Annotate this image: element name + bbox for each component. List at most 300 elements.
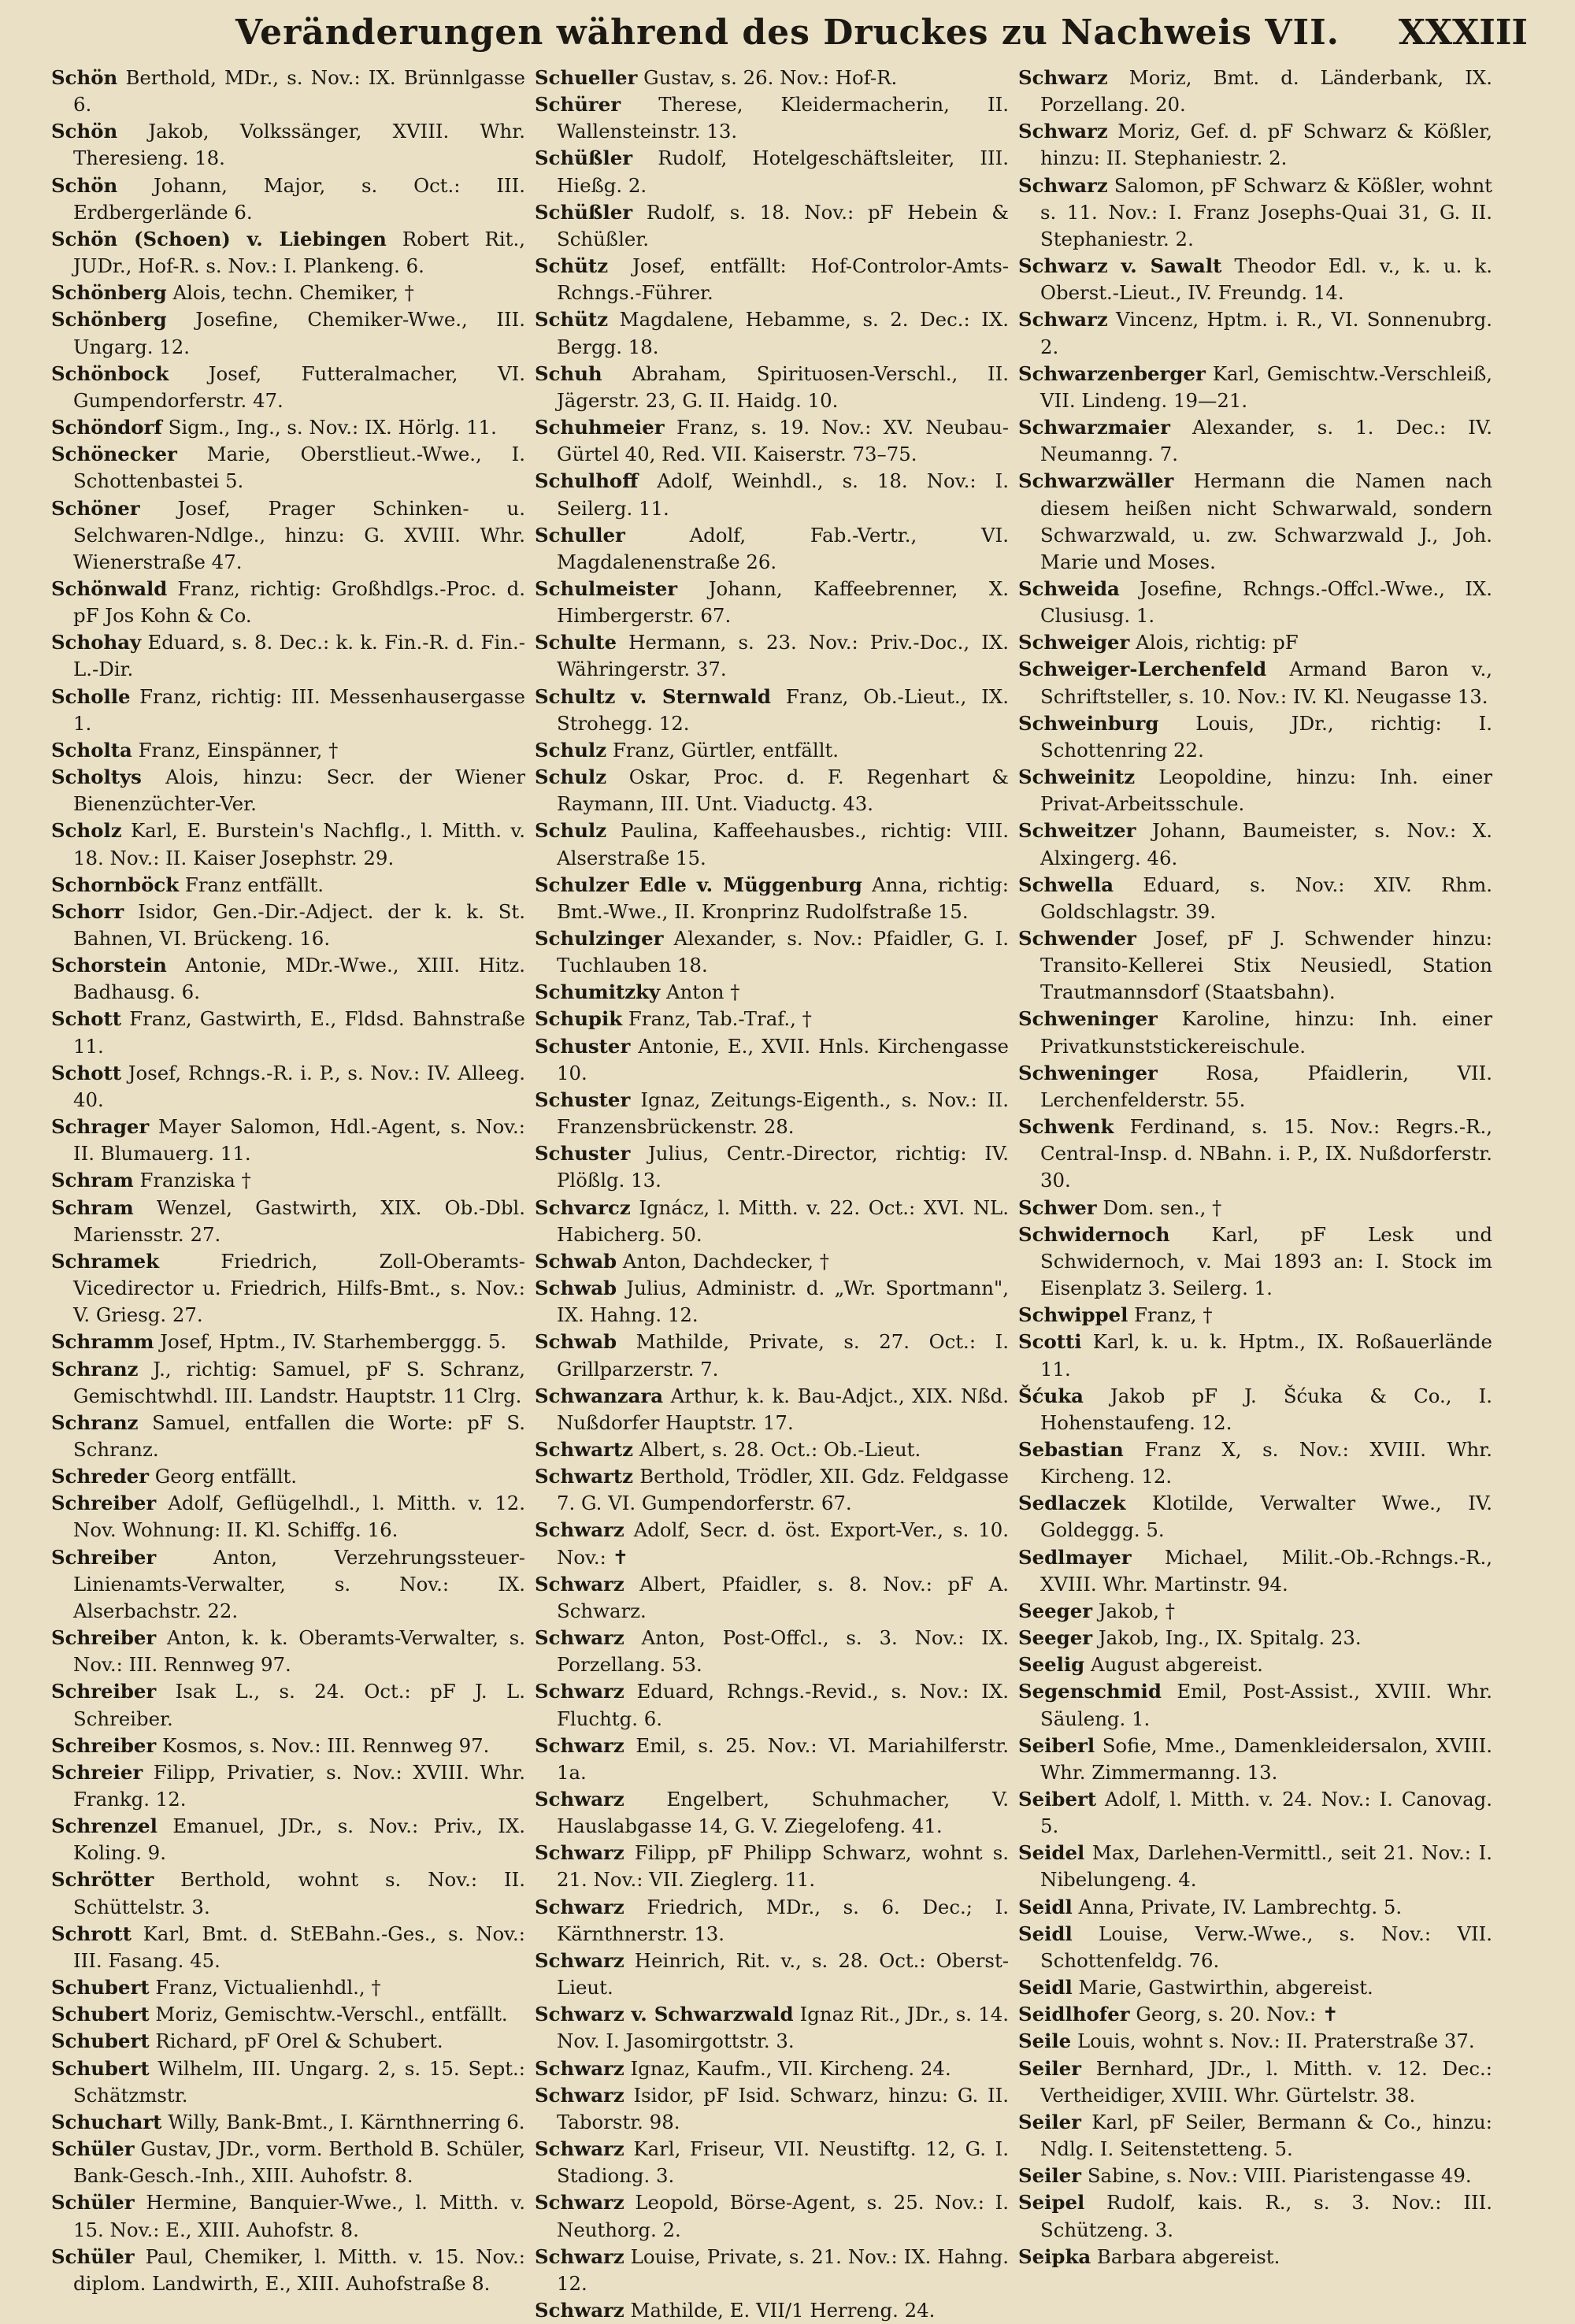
entry-details: Moriz, Bmt. d. Länderbank, IX. Porzellang. 20. — [1040, 66, 1492, 117]
entry-surname: Schwarz — [1018, 308, 1108, 332]
entry-surname: Schwarz — [535, 1572, 624, 1596]
entry-details: Louis, JDr., richtig: I. Schottenring 22. — [1040, 711, 1492, 762]
entry-details: Filipp, Privatier, s. Nov.: XVIII. Whr. Frankg. 12. — [73, 1760, 525, 1811]
entry-details: Theodor Edl. v., k. u. k. Oberst.-Lieut., IV. Freundg. 14. — [1040, 254, 1492, 305]
entry-surname: Schwenk — [1018, 1115, 1114, 1139]
directory-entry — [51, 872, 525, 899]
entry-surname: Schreiber — [51, 1626, 157, 1650]
directory-entry — [51, 2244, 525, 2297]
entry-details: Johann, Baumeister, s. Nov.: X. Alxingerg. 46. — [1040, 819, 1492, 869]
directory-entry — [51, 1759, 525, 1813]
directory-entry — [535, 522, 1009, 576]
entry-details: Hermann, s. 23. Nov.: Priv.-Doc., IX. Währingerstr. 37. — [557, 631, 1009, 681]
entry-details: Albert, s. 28. Oct.: Ob.-Lieut. — [639, 1437, 921, 1461]
entry-details: Adolf, Geflügelhdl., l. Mitth. v. 12. Nov. Wohnung: II. Kl. Schiffg. 16. — [73, 1492, 525, 1542]
entry-details: Eduard, Rchngs.-Revid., s. Nov.: IX. Fluchtg. 6. — [557, 1680, 1009, 1730]
directory-entry — [535, 1894, 1009, 1948]
directory-entry — [51, 306, 525, 360]
entry-surname: Schwarzenberger — [1018, 361, 1206, 385]
directory-entry — [1018, 629, 1492, 656]
directory-entry — [51, 684, 525, 737]
entry-details: Franz, Victualienhdl., † — [155, 1976, 381, 2000]
entry-surname: Schwartz — [535, 1465, 633, 1488]
entry-details: Magdalene, Hebamme, s. 2. Dec.: IX. Bergg. 18. — [557, 308, 1009, 358]
entry-surname: Schwarz — [1018, 173, 1108, 197]
entry-surname: Schönbock — [51, 361, 169, 385]
directory-entry — [51, 226, 525, 280]
entry-surname: Sedlmayer — [1018, 1545, 1132, 1569]
entry-details: Franz, richtig: Großhdlgs.-Proc. d. pF Jos Kohn & Co. — [73, 576, 525, 628]
entry-details: Salomon, pF Schwarz & Kößler, wohnt s. 11. Nov.: I. Franz Josephs-Quai 31, G. II. Stephaniestr. 2. — [1040, 173, 1492, 250]
entry-details: Friedrich, MDr., s. 6. Dec.; I. Kärnthnerstr. 13. — [557, 1895, 1009, 1945]
directory-entry — [51, 2109, 525, 2136]
entry-surname: Schrötter — [51, 1868, 154, 1892]
directory-entry — [51, 280, 525, 306]
entry-details: Karl, pF Seiler, Bermann & Co., hinzu: Ndlg. I. Seitenstetteng. 5. — [1040, 2110, 1492, 2161]
directory-entry — [535, 2136, 1009, 2189]
entry-details: Oskar, Proc. d. F. Regenhart & Raymann, III. Unt. Viaductg. 43. — [557, 765, 1009, 816]
entry-details: Rudolf, s. 18. Nov.: pF Hebein & Schüßler. — [557, 200, 1009, 250]
entry-details: Franz, Tab.-Traf., † — [628, 1007, 812, 1031]
directory-entry — [51, 629, 525, 683]
directory-entry — [535, 2297, 1009, 2324]
entry-details: Berthold, MDr., s. Nov.: IX. Brünnlgasse 6. — [73, 66, 525, 117]
entry-surname: Schön (Schoen) v. Liebingen — [51, 227, 387, 250]
entry-details: J., richtig: Samuel, pF S. Schranz, Gemischtwhdl. III. Landstr. Hauptstr. 11 Clrg. — [73, 1357, 525, 1407]
entry-surname: Schwender — [1018, 927, 1136, 950]
directory-entry — [1018, 1436, 1492, 1490]
entry-surname: Schuster — [535, 1088, 631, 1111]
entry-surname: Schwarz — [1018, 120, 1108, 143]
directory-entry — [1018, 468, 1492, 576]
entry-surname: Schrager — [51, 1115, 150, 1139]
entry-surname: Schwarz — [535, 2137, 624, 2161]
directory-entry — [1018, 817, 1492, 871]
entry-details: Sabine, s. Nov.: VIII. Piaristengasse 49. — [1087, 2164, 1472, 2188]
entry-details: Gustav, JDr., vorm. Berthold B. Schüler, Bank-Gesch.-Inh., XIII. Auhofstr. 8. — [73, 2137, 525, 2188]
entry-surname: Schubert — [51, 2029, 150, 2053]
directory-entry — [535, 2244, 1009, 2297]
directory-entry — [1018, 2109, 1492, 2163]
entry-surname: Schwarz — [1018, 66, 1108, 89]
entry-surname: Schönberg — [51, 308, 167, 332]
entry-details: Alois, hinzu: Secr. der Wiener Bienenzüchter-Ver. — [73, 765, 525, 816]
entry-surname: Seiberl — [1018, 1733, 1095, 1757]
entry-details: Jakob pF J. Šćuka & Co., I. Hohenstaufeng. 12. — [1040, 1384, 1492, 1434]
entry-details: Karl, E. Burstein's Nachflg., l. Mitth. v. 18. Nov.: II. Kaiser Josephstr. 29. — [73, 819, 526, 869]
entry-surname: Schweiger — [1018, 631, 1130, 654]
entry-details: Marie, Gastwirthin, abgereist. — [1078, 1976, 1373, 2000]
directory-entry — [51, 576, 525, 629]
entry-surname: Seiler — [1018, 2110, 1082, 2133]
directory-entry — [1018, 172, 1492, 253]
entry-surname: Schulzinger — [535, 927, 664, 950]
entry-details: Wenzel, Gastwirth, XIX. Ob.-Dbl. Mariensstr. 27. — [73, 1195, 525, 1246]
entry-details: Alois, richtig: pF — [1136, 631, 1299, 654]
entry-surname: Schreiber — [51, 1680, 157, 1703]
entry-details: Louis, wohnt s. Nov.: II. Praterstraße 37. — [1077, 2029, 1475, 2053]
directory-entry — [535, 979, 1009, 1006]
directory-entry — [535, 361, 1009, 414]
entry-details: Arthur, k. k. Bau-Adjct., XIX. Nßd. Nußdorfer Hauptstr. 17. — [557, 1384, 1009, 1434]
entry-surname: Schwarz — [535, 2083, 624, 2107]
entry-surname: Schüler — [51, 2137, 135, 2161]
entry-surname: Schubert — [51, 1976, 150, 2000]
directory-entry — [535, 2001, 1009, 2055]
entry-surname: Seibert — [1018, 1788, 1097, 1811]
directory-entry — [51, 1490, 525, 1544]
entry-details: Anton, Post-Offcl., s. 3. Nov.: IX. Porzellang. 53. — [557, 1626, 1009, 1677]
entry-details: Isidor, Gen.-Dir.-Adject. der k. k. St. Bahnen, VI. Brückeng. 16. — [73, 899, 525, 950]
entry-details: Alois, techn. Chemiker, † — [172, 281, 414, 305]
entry-surname: Schulte — [535, 631, 617, 654]
entry-surname: Schwer — [1018, 1195, 1097, 1219]
directory-entry — [51, 1329, 525, 1355]
entry-details: Anton, Dachdecker, † — [622, 1249, 829, 1273]
entry-surname: Schrott — [51, 1922, 132, 1945]
entry-details: Franz, Gürtler, entfällt. — [612, 738, 839, 762]
entry-surname: Schwarzwäller — [1018, 469, 1174, 493]
entry-details: Georg entfällt. — [154, 1465, 298, 1488]
entry-details: Anna, richtig: Bmt.-Wwe., II. Kronprinz Rudolfstraße 15. — [557, 873, 1009, 923]
entry-details: Karl, pF Lesk und Schwidernoch, v. Mai 1893 an: I. Stock im Eisenplatz 3. Seilerg. 1. — [1040, 1222, 1492, 1300]
entry-details: Albert, Pfaidler, s. 8. Nov.: pF A. Schwarz. — [557, 1572, 1009, 1622]
directory-entry — [535, 684, 1009, 737]
directory-entry — [1018, 1598, 1492, 1625]
directory-entry — [535, 1006, 1009, 1032]
directory-entry — [1018, 1921, 1492, 1974]
entry-surname: Seile — [1018, 2029, 1072, 2053]
entry-details: Isak L., s. 24. Oct.: pF J. L. Schreiber. — [73, 1680, 525, 1730]
entry-details: Johann, Major, s. Oct.: III. Erdbergerlände 6. — [73, 173, 525, 224]
entry-surname: Schulmeister — [535, 576, 678, 600]
directory-entry — [535, 1383, 1009, 1436]
entry-surname: Šćuka — [1018, 1384, 1084, 1407]
entry-details: Barbara abgereist. — [1096, 2244, 1280, 2268]
entry-details: Ferdinand, s. 15. Nov.: Regrs.-R., Central-Insp. d. NBahn. i. P., IX. Nußdorferstr. 30. — [1040, 1115, 1492, 1192]
directory-entry — [1018, 1114, 1492, 1194]
directory-entry — [51, 1463, 525, 1490]
entry-details: Emanuel, JDr., s. Nov.: Priv., IX. Koling. 9. — [73, 1814, 525, 1865]
entry-surname: Schwab — [535, 1277, 617, 1300]
entry-surname: Schütz — [535, 254, 609, 278]
entry-details: Adolf, l. Mitth. v. 24. Nov.: I. Canovag. 5. — [1040, 1788, 1492, 1838]
entry-surname: Schön — [51, 120, 118, 143]
entry-surname: Schöndorf — [51, 416, 162, 439]
entry-details: Josefine, Chemiker-Wwe., III. Ungarg. 12. — [73, 308, 525, 358]
entry-details: Marie, Oberstlieut.-Wwe., I. Schottenbastei 5. — [73, 443, 525, 493]
entry-surname: Segenschmid — [1018, 1680, 1162, 1703]
entry-surname: Seidel — [1018, 1841, 1085, 1865]
columns — [51, 65, 1492, 2322]
entry-surname: Schwarz — [535, 2244, 624, 2268]
entry-surname: Schürer — [535, 93, 621, 117]
entry-surname: Schüßler — [535, 146, 633, 170]
directory-entry — [51, 65, 525, 118]
entry-surname: Seidl — [1018, 1895, 1073, 1918]
entry-details: Jakob, Volkssänger, XVIII. Whr. Theresieng. 18. — [73, 120, 525, 170]
entry-details: Franz, Ob.-Lieut., IX. Strohegg. 12. — [557, 684, 1010, 735]
entry-surname: Schorr — [51, 899, 124, 923]
entry-surname: Schuh — [535, 361, 602, 385]
entry-details: Gustav, s. 26. Nov.: Hof-R. — [643, 66, 898, 89]
entry-surname: Schott — [51, 1007, 121, 1031]
entry-surname: Seipel — [1018, 2191, 1085, 2215]
directory-entry — [535, 306, 1009, 360]
entry-details: Adolf, Weinhdl., s. 18. Nov.: I. Seilerg. 11. — [557, 469, 1009, 520]
entry-surname: Sebastian — [1018, 1437, 1124, 1461]
entry-details: Louise, Private, s. 21. Nov.: IX. Hahng. 12. — [557, 2244, 1009, 2295]
entry-surname: Schweninger — [1018, 1007, 1158, 1031]
entry-details: Adolf, Secr. d. öst. Export-Ver., s. 10. Nov.: ✝ — [557, 1518, 1009, 1569]
directory-entry — [535, 925, 1009, 979]
directory-entry — [1018, 2244, 1492, 2270]
directory-entry — [1018, 1302, 1492, 1329]
directory-entry — [51, 1006, 525, 1059]
entry-surname: Schweninger — [1018, 1061, 1158, 1084]
entry-surname: Schuster — [535, 1034, 631, 1058]
directory-entry — [51, 1248, 525, 1329]
entry-surname: Schreier — [51, 1760, 143, 1784]
directory-entry — [535, 1786, 1009, 1840]
directory-entry — [1018, 1894, 1492, 1921]
directory-entry — [1018, 1733, 1492, 1786]
entry-surname: Schornböck — [51, 873, 180, 896]
entry-surname: Schranz — [51, 1410, 139, 1434]
directory-entry — [51, 1195, 525, 1248]
entry-surname: Schüler — [51, 2244, 135, 2268]
entry-details: Anton, k. k. Oberamts-Verwalter, s. Nov.: III. Rennweg 97. — [73, 1626, 525, 1677]
directory-entry — [1018, 1974, 1492, 2001]
entry-surname: Schweitzer — [1018, 819, 1136, 843]
directory-entry — [51, 1410, 525, 1463]
entry-surname: Schwella — [1018, 873, 1114, 896]
directory-entry — [51, 2001, 525, 2028]
entry-surname: Seeger — [1018, 1599, 1093, 1622]
directory-entry — [51, 361, 525, 414]
entry-surname: Schwanzara — [535, 1384, 664, 1407]
entry-details: Johann, Kaffeebrenner, X. Himbergerstr. 67. — [557, 576, 1009, 628]
entry-surname: Schwartz — [535, 1437, 633, 1461]
entry-details: Hermine, Banquier-Wwe., l. Mitth. v. 15. Nov.: E., XIII. Auhofstr. 8. — [73, 2191, 525, 2241]
entry-surname: Schramm — [51, 1330, 154, 1354]
entry-surname: Schwarz — [535, 1518, 624, 1542]
entry-details: Leopold, Börse-Agent, s. 25. Nov.: I. Neuthorg. 2. — [557, 2191, 1009, 2241]
entry-surname: Schwab — [535, 1249, 617, 1273]
entry-details: Ignácz, l. Mitth. v. 22. Oct.: XVI. NL. Habicherg. 50. — [557, 1195, 1009, 1246]
directory-entry — [1018, 306, 1492, 360]
entry-details: Ignaz, Zeitungs-Eigenth., s. Nov.: II. Franzensbrückenstr. 28. — [557, 1088, 1009, 1139]
entry-surname: Schumitzky — [535, 980, 661, 1004]
directory-entry — [1018, 656, 1492, 710]
entry-details: Franziska † — [139, 1169, 251, 1192]
entry-surname: Seidl — [1018, 1922, 1073, 1945]
page-number: XXXIII — [1398, 13, 1528, 53]
directory-entry — [1018, 710, 1492, 764]
entry-details: Ignaz Rit., JDr., s. 14. Nov. I. Jasomirgottstr. 3. — [557, 2003, 1009, 2053]
entry-details: Louise, Verw.-Wwe., s. Nov.: VII. Schottenfeldg. 76. — [1040, 1922, 1492, 1972]
entry-details: Karl, Gemischtw.-Verschleiß, VII. Lindeng. 19—21. — [1040, 361, 1492, 412]
directory-entry — [1018, 872, 1492, 925]
entry-surname: Schwippel — [1018, 1303, 1128, 1327]
directory-entry — [1018, 1786, 1492, 1840]
directory-entry — [1018, 2028, 1492, 2055]
directory-entry — [535, 1329, 1009, 1382]
entry-surname: Schrenzel — [51, 1814, 158, 1838]
directory-entry — [1018, 1383, 1492, 1436]
entry-details: Abraham, Spirituosen-Verschl., II. Jägerstr. 23, G. II. Haidg. 10. — [557, 361, 1009, 412]
entry-details: Josef, Hptm., IV. Starhemberggg. 5. — [160, 1330, 507, 1354]
entry-surname: Schönberg — [51, 281, 167, 305]
directory-entry — [1018, 2055, 1492, 2109]
entry-surname: Seiler — [1018, 2056, 1082, 2080]
entry-surname: Schwarz — [535, 1680, 624, 1703]
directory-entry — [1018, 764, 1492, 817]
entry-details: Engelbert, Schuhmacher, V. Hauslabgasse 14, G. V. Ziegelofeng. 41. — [557, 1788, 1009, 1838]
entry-surname: Schramek — [51, 1249, 160, 1273]
entry-surname: Schulzer Edle v. Müggenburg — [535, 873, 862, 896]
entry-details: Eduard, s. Nov.: XIV. Rhm. Goldschlagstr. 39. — [1040, 873, 1492, 923]
entry-details: Josefine, Rchngs.-Offcl.-Wwe., IX. Clusiusg. 1. — [1040, 576, 1492, 628]
entry-surname: Schwarz — [535, 2191, 624, 2215]
entry-surname: Schohay — [51, 631, 142, 654]
entry-surname: Schwarz — [535, 1948, 624, 1972]
entry-details: Heinrich, Rit. v., s. 28. Oct.: Oberst-Lieut. — [557, 1948, 1009, 2000]
entry-details: Franz, richtig: III. Messenhausergasse 1. — [73, 684, 525, 735]
entry-surname: Schram — [51, 1195, 134, 1219]
entry-details: Berthold, Trödler, XII. Gdz. Feldgasse 7. G. VI. Gumpendorferstr. 67. — [557, 1465, 1009, 1515]
entry-details: Adolf, Fab.-Vertr., VI. Magdalenenstraße 26. — [557, 523, 1009, 573]
entry-surname: Schuchart — [51, 2110, 162, 2133]
directory-entry — [535, 737, 1009, 764]
entry-surname: Schram — [51, 1169, 134, 1192]
directory-entry — [51, 899, 525, 952]
entry-surname: Schulz — [535, 819, 607, 843]
directory-entry — [51, 952, 525, 1006]
entry-surname: Schwarz v. Sawalt — [1018, 254, 1222, 278]
entry-surname: Schweinitz — [1018, 765, 1136, 789]
entry-details: Paul, Chemiker, l. Mitth. v. 15. Nov.: diplom. Landwirth, E., XIII. Auhofstraße 8. — [73, 2244, 525, 2295]
directory-entry — [1018, 925, 1492, 1006]
entry-details: Jakob, † — [1098, 1599, 1175, 1622]
entry-surname: Schwarz — [535, 1733, 624, 1757]
entry-surname: Schorstein — [51, 954, 167, 977]
directory-entry — [51, 1060, 525, 1114]
directory-entry — [535, 1140, 1009, 1194]
directory-entry — [535, 1840, 1009, 1893]
entry-details: Alexander, s. 1. Dec.: IV. Neumanng. 7. — [1040, 416, 1492, 466]
directory-entry — [1018, 2189, 1492, 2243]
directory-entry — [1018, 1006, 1492, 1059]
directory-entry — [51, 2028, 525, 2055]
directory-entry — [1018, 1625, 1492, 1651]
entry-surname: Schwarz — [535, 2056, 624, 2080]
entry-details: Franz, † — [1134, 1303, 1213, 1327]
entry-details: Willy, Bank-Bmt., I. Kärnthnerring 6. — [168, 2110, 525, 2133]
page-header — [47, 8, 1528, 57]
entry-surname: Seidlhofer — [1018, 2003, 1130, 2026]
entry-surname: Schönwald — [51, 576, 168, 600]
entry-surname: Seeger — [1018, 1626, 1093, 1650]
directory-entry — [51, 1167, 525, 1194]
entry-details: Emil, s. 25. Nov.: VI. Mariahilferstr. 1a. — [557, 1733, 1009, 1784]
directory-entry — [535, 91, 1009, 145]
entry-surname: Scholz — [51, 819, 122, 843]
entry-details: Kosmos, s. Nov.: III. Rennweg 97. — [162, 1733, 490, 1757]
entry-details: Isidor, pF Isid. Schwarz, hinzu: G. II. Taborstr. 98. — [557, 2083, 1009, 2133]
entry-surname: Scholle — [51, 684, 131, 708]
directory-entry — [535, 872, 1009, 925]
entry-details: Leopoldine, hinzu: Inh. einer Privat-Arbeitsschule. — [1040, 765, 1492, 816]
entry-surname: Schulz — [535, 765, 607, 789]
directory-entry — [1018, 1678, 1492, 1732]
entry-surname: Schreder — [51, 1465, 149, 1488]
directory-entry — [535, 145, 1009, 198]
directory-entry — [535, 468, 1009, 521]
directory-entry — [535, 1733, 1009, 1786]
entry-details: August abgereist. — [1091, 1653, 1263, 1677]
entry-details: Robert Rit., JUDr., Hof-R. s. Nov.: I. Plankeng. 6. — [73, 227, 525, 278]
entry-details: Julius, Centr.-Director, richtig: IV. Plößlg. 13. — [557, 1142, 1009, 1192]
entry-surname: Sedlaczek — [1018, 1492, 1126, 1515]
entry-surname: Schütz — [535, 308, 609, 332]
directory-entry — [51, 764, 525, 817]
entry-surname: Schuhmeier — [535, 416, 665, 439]
entry-surname: Schweinburg — [1018, 711, 1159, 735]
directory-entry — [1018, 1221, 1492, 1302]
directory-entry — [51, 817, 525, 871]
entry-details: Armand Baron v., Schriftsteller, s. 10. Nov.: IV. Kl. Neugasse 13. — [1040, 658, 1492, 708]
entry-details: Moriz, Gef. d. pF Schwarz & Kößler, hinzu: II. Stephaniestr. 2. — [1040, 120, 1492, 170]
entry-surname: Schwarzmaier — [1018, 416, 1170, 439]
entry-details: Josef, Rchngs.-R. i. P., s. Nov.: IV. Alleeg. 40. — [73, 1061, 525, 1111]
entry-surname: Schulz — [535, 738, 607, 762]
directory-entry — [51, 1625, 525, 1678]
entry-surname: Schreiber — [51, 1545, 157, 1569]
entry-surname: Schreiber — [51, 1492, 157, 1515]
entry-details: Josef, entfällt: Hof-Controlor-Amts-Rchngs.-Führer. — [557, 254, 1009, 305]
directory-entry — [535, 576, 1009, 629]
entry-details: Anton, Verzehrungssteuer-Linienamts-Verwalter, s. Nov.: IX. Alserbachstr. 22. — [73, 1545, 525, 1622]
entry-details: Richard, pF Orel & Schubert. — [155, 2029, 443, 2053]
directory-entry — [1018, 118, 1492, 172]
directory-entry — [51, 1813, 525, 1866]
entry-surname: Schreiber — [51, 1733, 157, 1757]
entry-details: Paulina, Kaffeehausbes., richtig: VIII. Alserstraße 15. — [557, 819, 1009, 869]
entry-details: Anton † — [665, 980, 740, 1004]
directory-entry — [535, 1436, 1009, 1463]
directory-entry — [535, 1678, 1009, 1732]
entry-details: Sofie, Mme., Damenkleidersalon, XVIII. Whr. Zimmermanng. 13. — [1040, 1733, 1492, 1784]
entry-details: Antonie, E., XVII. Hnls. Kirchengasse 10. — [557, 1034, 1009, 1084]
entry-details: Karl, k. u. k. Hptm., IX. Roßauerlände 11. — [1040, 1330, 1492, 1381]
entry-details: Franz X, s. Nov.: XVIII. Whr. Kircheng. 12. — [1040, 1437, 1492, 1488]
entry-details: Josef, pF J. Schwender hinzu: Transito-Kellerei Stix Neusiedl, Station Trautmannsdorf (Staatsbahn). — [1040, 927, 1492, 1004]
directory-entry — [535, 1463, 1009, 1517]
entry-surname: Schubert — [51, 2003, 150, 2026]
directory-entry — [1018, 65, 1492, 118]
entry-details: Josef, Futteralmacher, VI. Gumpendorferstr. 47. — [73, 361, 525, 412]
entry-surname: Schüler — [51, 2191, 135, 2215]
directory-entry — [51, 2136, 525, 2189]
entry-surname: Schweiger-Lerchenfeld — [1018, 658, 1267, 681]
entry-surname: Schwarz — [535, 1841, 624, 1865]
entry-details: Rudolf, kais. R., s. 3. Nov.: III. Schützeng. 3. — [1040, 2191, 1492, 2241]
entry-surname: Schulhoff — [535, 469, 639, 493]
directory-entry — [51, 1733, 525, 1759]
entry-details: Eduard, s. 8. Dec.: k. k. Fin.-R. d. Fin.-L.-Dir. — [73, 631, 525, 681]
directory-entry — [1018, 1060, 1492, 1114]
